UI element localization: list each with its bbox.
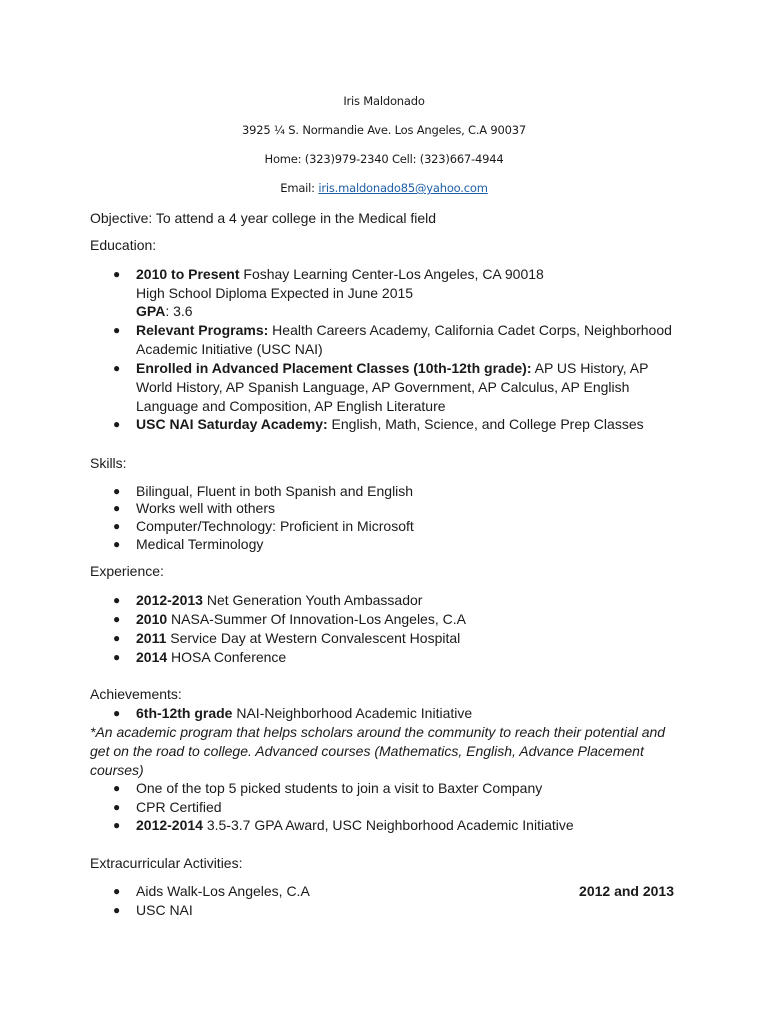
education-item-3-label: Enrolled in Advanced Placement Classes (10th-12th grade): [136,360,532,376]
bullet: ● [113,537,121,551]
achievement-item-3: CPR Certified [136,799,222,815]
experience-year: 2010 [136,611,168,627]
extracurricular-item-1-date: 2012 and 2013 [579,883,674,899]
email-link[interactable]: iris.maldonado85@yahoo.com [318,181,488,195]
education-item-2-label: Relevant Programs: [136,322,269,338]
education-item-4-text: English, Math, Science, and College Prep Classes [327,416,644,432]
skill-item: Bilingual, Fluent in both Spanish and English [136,483,414,499]
gpa [136,303,193,320]
education-item-1 [136,266,544,283]
extracurricular-item-2: USC NAI [136,902,193,918]
education-item-4 [136,416,644,433]
education-item-1-line-2: High School Diploma Expected in June 2015 [136,285,414,301]
achievement-note-line-2: get on the road to college. Advanced courses (Mathematics, English, Advance Placement [90,743,644,759]
experience-year: 2011 [136,630,167,646]
experience-text: NASA-Summer Of Innovation-Los Angeles, C.A [167,611,466,627]
extracurricular-item-1: Aids Walk-Los Angeles, C.A [136,883,310,899]
skill-item: Computer/Technology: Proficient in Microsoft [136,518,414,534]
education-item-3-line-2: World History, AP Spanish Language, AP Government, AP Calculus, AP English [136,379,630,395]
achievement-item-1 [136,705,472,722]
bullet: ● [113,361,121,375]
achievement-item-2: One of the top 5 picked students to join a visit to Baxter Company [136,780,543,796]
achievement-item-4 [136,817,574,834]
education-item-3-line-3: Language and Composition, AP English Literature [136,398,446,414]
experience-item [136,649,286,666]
education-item-1-text: Foshay Learning Center-Los Angeles, CA 90018 [239,266,544,282]
applicant-name: Iris Maldonado [343,94,425,108]
skill-item: Medical Terminology [136,536,264,552]
bullet: ● [113,818,121,832]
education-item-2-text: Health Careers Academy, California Cadet Corps, Neighborhood [268,322,672,338]
bullet: ● [113,323,121,337]
bullet: ● [113,501,121,515]
bullet: ● [113,484,121,498]
education-item-3 [136,360,648,377]
education-item-3-text: AP US History, AP [531,360,649,376]
gpa-value: : 3.6 [165,303,193,319]
achievement-text: 3.5-3.7 GPA Award, USC Neighborhood Academic Initiative [202,817,574,833]
achievement-text: NAI-Neighborhood Academic Initiative [232,705,473,721]
phone-numbers: Home: (323)979-2340 Cell: (323)667-4944 [264,152,504,166]
achievements-heading: Achievements: [90,686,182,702]
bullet: ● [113,706,121,720]
bullet: ● [113,612,121,626]
experience-text: Service Day at Western Convalescent Hospital [166,630,461,646]
education-item-1-date: 2010 to Present [136,266,240,282]
education-item-2 [136,322,672,339]
bullet: ● [113,417,121,431]
bullet: ● [113,593,121,607]
gpa-label: GPA [136,303,166,319]
bullet: ● [113,903,121,917]
bullet: ● [113,519,121,533]
bullet: ● [113,650,121,664]
bullet: ● [113,631,121,645]
address: 3925 ¼ S. Normandie Ave. Los Angeles, C.A 90037 [241,123,527,137]
extracurricular-heading: Extracurricular Activities: [90,855,243,871]
education-item-4-label: USC NAI Saturday Academy: [136,416,328,432]
bullet: ● [113,800,121,814]
achievement-note-line-1: *An academic program that helps scholars around the community to reach their potential and [90,724,666,740]
objective: Objective: To attend a 4 year college in the Medical field [90,210,437,226]
experience-year: 2014 [136,649,168,665]
skill-item: Works well with others [136,500,276,516]
email-label: Email: [280,181,315,195]
bullet: ● [113,781,121,795]
email-line [0,181,768,195]
education-heading: Education: [90,237,157,253]
achievement-years: 2012-2014 [136,817,203,833]
bullet: ● [113,267,121,281]
skills-heading: Skills: [90,455,127,471]
bullet: ● [113,884,121,898]
experience-year: 2012-2013 [136,592,203,608]
experience-heading: Experience: [90,563,164,579]
experience-item [136,592,422,609]
achievement-grade: 6th-12th grade [136,705,233,721]
experience-text: Net Generation Youth Ambassador [202,592,423,608]
experience-text: HOSA Conference [167,649,287,665]
achievement-note-line-3: courses) [90,762,144,778]
experience-item [136,611,466,628]
education-item-2-line-2: Academic Initiative (USC NAI) [136,341,323,357]
experience-item [136,630,460,647]
